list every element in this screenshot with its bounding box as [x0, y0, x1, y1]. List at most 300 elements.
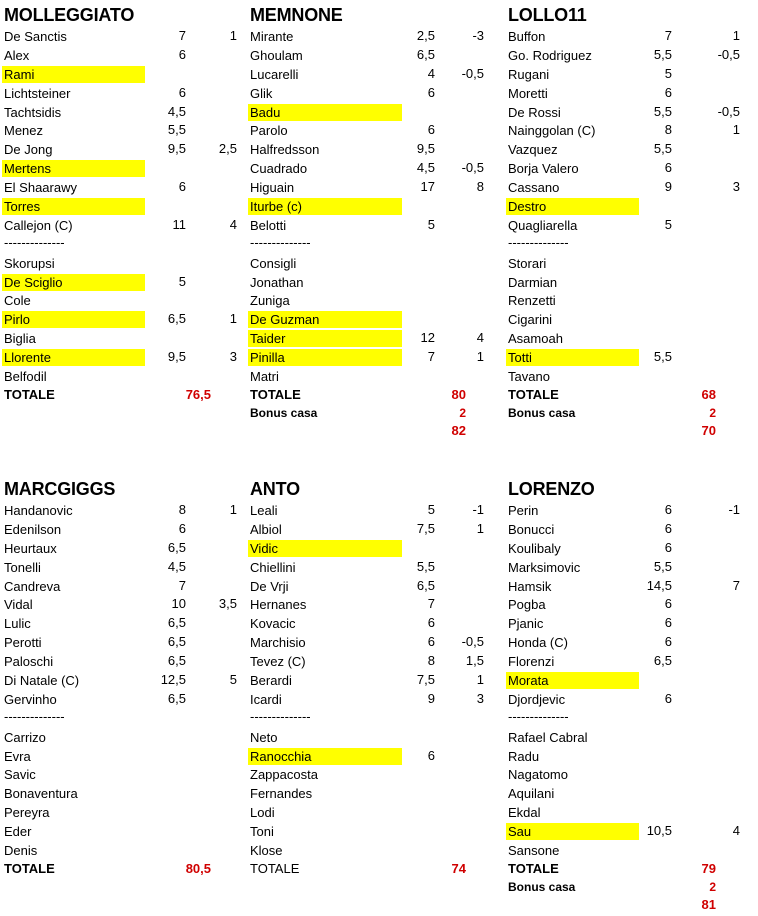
player-vote: 5,5 — [416, 558, 435, 574]
player-bonus: 1 — [732, 28, 740, 43]
player-name: Matri — [250, 369, 279, 385]
bench-separator: -------------- — [4, 708, 65, 724]
player-row — [4, 765, 254, 784]
player-bonus: 4 — [476, 330, 484, 346]
total-row — [508, 386, 758, 404]
player-vote: 6,5 — [167, 539, 186, 555]
player-bonus: 3 — [732, 179, 740, 195]
player-vote: 5,5 — [653, 103, 672, 119]
player-vote: 5 — [664, 216, 672, 232]
player-name: Marksimovic — [508, 559, 581, 575]
player-row — [250, 329, 500, 348]
player-row — [4, 367, 254, 386]
player-row — [250, 367, 500, 386]
player-name: Ranocchia — [248, 748, 402, 765]
player-name: Llorente — [2, 349, 145, 366]
player-row — [508, 803, 758, 822]
team-name: MARCGIGGS — [4, 479, 116, 499]
player-vote: 7 — [427, 596, 435, 612]
player-vote: 7 — [664, 28, 672, 43]
player-name: Tachtsidis — [4, 104, 62, 120]
player-name: Cigarini — [508, 312, 553, 328]
player-vote: 6 — [427, 84, 435, 100]
player-row — [250, 690, 500, 709]
player-name: Hernanes — [250, 597, 307, 613]
player-row — [508, 216, 758, 235]
player-row — [508, 747, 758, 766]
player-vote: 8 — [427, 653, 435, 669]
player-name: De Sanctis — [4, 29, 67, 44]
player-name: Nainggolan (C) — [508, 123, 596, 139]
player-row — [250, 46, 500, 65]
player-row — [250, 254, 500, 273]
player-name: Morata — [506, 672, 639, 689]
total-label: TOTALE — [4, 386, 55, 402]
team-name: MOLLEGGIATO — [4, 5, 135, 25]
player-row — [4, 140, 254, 159]
player-row — [4, 671, 254, 690]
player-name: Handanovic — [4, 503, 73, 518]
player-row — [508, 595, 758, 614]
player-row — [250, 747, 500, 766]
player-bonus: 7 — [732, 577, 740, 593]
player-vote: 5 — [178, 273, 186, 289]
player-row — [4, 46, 254, 65]
player-name: Totti — [506, 349, 639, 366]
player-vote: 6,5 — [167, 690, 186, 706]
player-name: Lulic — [4, 616, 31, 632]
player-row — [4, 501, 254, 520]
player-vote: 5,5 — [167, 122, 186, 138]
player-name: Pirlo — [2, 311, 145, 328]
player-row — [250, 121, 500, 140]
player-row — [250, 216, 500, 235]
player-name: Leali — [250, 503, 278, 518]
player-name: Di Natale (C) — [4, 673, 80, 689]
total-value: 76,5 — [185, 386, 211, 402]
player-row — [4, 728, 254, 747]
player-name: Perin — [508, 503, 539, 518]
player-bonus: 8 — [476, 179, 484, 195]
player-vote: 6,5 — [167, 634, 186, 650]
player-row — [508, 577, 758, 596]
team-block — [508, 477, 758, 914]
player-name: Pogba — [508, 597, 546, 613]
player-vote: 6,5 — [167, 311, 186, 327]
player-vote: 9,5 — [167, 141, 186, 157]
player-vote: 12 — [420, 330, 435, 346]
player-name: Biglia — [4, 331, 36, 347]
player-name: Lichtsteiner — [4, 85, 71, 101]
player-name: Taider — [248, 330, 402, 347]
player-name: Storari — [508, 255, 547, 271]
player-name: Gervinho — [4, 691, 57, 707]
grand-total-value: 82 — [451, 422, 466, 438]
team-block — [250, 477, 500, 878]
player-name: Klose — [250, 843, 283, 859]
player-name: Neto — [250, 729, 278, 745]
player-name: Fernandes — [250, 786, 313, 802]
player-row — [4, 197, 254, 216]
player-vote: 5 — [664, 65, 672, 81]
total-value: 74 — [451, 860, 466, 876]
player-row — [4, 614, 254, 633]
total-label: TOTALE — [4, 860, 55, 876]
player-vote: 6 — [664, 690, 672, 706]
player-vote: 7,5 — [416, 520, 435, 536]
player-row — [4, 310, 254, 329]
player-row — [508, 501, 758, 520]
player-name: Edenilson — [4, 521, 62, 537]
team-name: LOLLO11 — [508, 5, 587, 25]
team-block — [250, 3, 500, 440]
player-bonus: 1 — [476, 349, 484, 365]
player-vote: 6,5 — [167, 615, 186, 631]
player-row — [508, 291, 758, 310]
player-row — [508, 633, 758, 652]
total-label: TOTALE — [250, 386, 301, 402]
player-row — [4, 273, 254, 292]
total-row — [4, 386, 254, 404]
total-label: TOTALE — [250, 860, 300, 876]
player-name: Menez — [4, 123, 44, 139]
player-bonus: 1 — [229, 28, 237, 43]
player-row — [508, 520, 758, 539]
player-row — [508, 310, 758, 329]
player-name: Heurtaux — [4, 540, 57, 556]
bench-separator: -------------- — [508, 708, 569, 724]
player-vote: 6 — [664, 615, 672, 631]
player-row — [250, 103, 500, 122]
player-vote: 6,5 — [416, 46, 435, 62]
player-name: Tavano — [508, 369, 550, 385]
player-row — [250, 539, 500, 558]
player-vote: 6,5 — [416, 577, 435, 593]
team-name: LORENZO — [508, 479, 595, 499]
player-row — [508, 159, 758, 178]
bonus-casa-value: 2 — [709, 879, 716, 894]
player-bonus: -0,5 — [461, 160, 484, 176]
player-name: Ekdal — [508, 805, 541, 821]
player-bonus: -1 — [728, 502, 740, 517]
player-name: Tonelli — [4, 559, 41, 575]
player-name: Pinilla — [248, 349, 402, 366]
player-vote: 10,5 — [646, 823, 672, 839]
player-name: El Shaarawy — [4, 180, 77, 196]
player-name: Marchisio — [250, 635, 306, 651]
player-row — [508, 671, 758, 690]
bench-separator: -------------- — [4, 234, 65, 250]
player-vote: 4 — [427, 65, 435, 81]
player-row — [508, 558, 758, 577]
player-row — [4, 84, 254, 103]
player-name: Darmian — [508, 274, 558, 290]
player-vote: 6 — [664, 520, 672, 536]
player-row — [4, 329, 254, 348]
player-name: Cassano — [508, 180, 560, 196]
player-name: Denis — [4, 843, 38, 859]
player-name: Halfredsson — [250, 142, 320, 158]
player-name: Skorupsi — [4, 255, 55, 271]
player-vote: 6,5 — [653, 653, 672, 669]
player-name: Higuain — [250, 180, 295, 196]
player-name: Perotti — [4, 635, 42, 651]
bonus-casa-row — [250, 404, 500, 422]
total-row — [250, 860, 500, 878]
player-row — [508, 348, 758, 367]
total-row — [508, 860, 758, 878]
player-row — [4, 27, 254, 46]
player-row — [4, 595, 254, 614]
player-row — [250, 558, 500, 577]
player-bonus: -0,5 — [461, 634, 484, 650]
player-bonus: 1 — [732, 122, 740, 138]
player-name: Albiol — [250, 521, 282, 537]
player-name: Go. Rodriguez — [508, 47, 592, 63]
player-name: Callejon (C) — [4, 217, 73, 233]
player-vote: 9 — [664, 179, 672, 195]
player-name: Zappacosta — [250, 767, 318, 783]
player-name: Rugani — [508, 66, 550, 82]
player-row — [508, 614, 758, 633]
player-name: Vazquez — [508, 142, 558, 158]
player-row — [250, 178, 500, 197]
player-name: Paloschi — [4, 654, 54, 670]
player-name: Icardi — [250, 691, 282, 707]
bench-separator: -------------- — [250, 708, 311, 724]
player-row — [250, 614, 500, 633]
player-name: Torres — [2, 198, 145, 215]
player-row — [250, 291, 500, 310]
player-row — [4, 747, 254, 766]
player-name: Badu — [248, 104, 402, 121]
player-vote: 6 — [427, 634, 435, 650]
player-row — [250, 84, 500, 103]
player-name: Aquilani — [508, 786, 555, 802]
player-vote: 7,5 — [416, 672, 435, 688]
player-bonus: 1,5 — [465, 653, 484, 669]
player-row — [250, 784, 500, 803]
player-vote: 9,5 — [167, 349, 186, 365]
bonus-casa-label: Bonus casa — [508, 405, 576, 420]
player-name: Destro — [506, 198, 639, 215]
player-row — [250, 197, 500, 216]
player-vote: 9 — [427, 690, 435, 706]
player-name: Sansone — [508, 843, 560, 859]
player-vote: 6 — [427, 615, 435, 631]
player-vote: 8 — [664, 122, 672, 138]
total-value: 80,5 — [185, 860, 211, 876]
player-vote: 6 — [664, 84, 672, 100]
player-row — [4, 254, 254, 273]
player-row — [508, 329, 758, 348]
player-row — [508, 273, 758, 292]
player-name: Florenzi — [508, 654, 555, 670]
player-row — [250, 577, 500, 596]
player-row — [4, 291, 254, 310]
player-row — [250, 595, 500, 614]
player-vote: 6 — [664, 502, 672, 517]
player-row — [508, 140, 758, 159]
team-block — [4, 3, 254, 404]
player-row — [508, 765, 758, 784]
player-row — [4, 103, 254, 122]
player-row — [508, 784, 758, 803]
player-name: Lodi — [250, 805, 275, 821]
total-row — [4, 860, 254, 878]
player-name: Bonaventura — [4, 786, 78, 802]
player-name: Borja Valero — [508, 161, 579, 177]
player-vote: 4,5 — [167, 103, 186, 119]
player-name: Lucarelli — [250, 66, 299, 82]
player-vote: 6 — [178, 84, 186, 100]
player-name: De Guzman — [248, 311, 402, 328]
player-vote: 4,5 — [167, 558, 186, 574]
player-row — [4, 159, 254, 178]
player-name: Jonathan — [250, 274, 304, 290]
player-vote: 2,5 — [416, 28, 435, 43]
player-row — [250, 765, 500, 784]
player-row — [508, 103, 758, 122]
player-row — [508, 121, 758, 140]
player-name: Bonucci — [508, 521, 555, 537]
player-name: Zuniga — [250, 293, 290, 309]
player-row — [508, 254, 758, 273]
grand-total-value: 70 — [701, 422, 716, 438]
player-name: Hamsik — [508, 578, 552, 594]
player-vote: 9,5 — [416, 141, 435, 157]
grand-total-value: 81 — [701, 896, 716, 912]
player-row — [508, 539, 758, 558]
player-vote: 6 — [664, 634, 672, 650]
player-vote: 5 — [427, 502, 435, 517]
player-row — [250, 822, 500, 841]
player-name: Quagliarella — [508, 217, 578, 233]
player-name: Ghoulam — [250, 47, 303, 63]
player-bonus: 1 — [229, 311, 237, 327]
player-vote: 14,5 — [646, 577, 672, 593]
player-row — [250, 159, 500, 178]
player-row — [250, 728, 500, 747]
player-name: Nagatomo — [508, 767, 568, 783]
player-row — [4, 539, 254, 558]
player-row — [508, 46, 758, 65]
player-row — [4, 121, 254, 140]
player-name: Belfodil — [4, 369, 47, 385]
player-bonus: 3,5 — [218, 596, 237, 612]
player-name: Carrizo — [4, 729, 46, 745]
player-vote: 11 — [172, 216, 186, 232]
player-vote: 6 — [178, 520, 186, 536]
player-name: Pereyra — [4, 805, 50, 821]
total-label: TOTALE — [508, 386, 559, 402]
player-row — [250, 310, 500, 329]
player-row — [508, 652, 758, 671]
player-name: De Vrji — [250, 578, 289, 594]
player-name: Toni — [250, 824, 274, 840]
player-name: Eder — [4, 824, 32, 840]
total-value: 80 — [451, 386, 466, 402]
player-vote: 5 — [427, 216, 435, 232]
player-row — [250, 633, 500, 652]
team-name: MEMNONE — [250, 5, 343, 25]
player-row — [508, 65, 758, 84]
player-name: Djordjevic — [508, 691, 566, 707]
player-vote: 4,5 — [416, 160, 435, 176]
bonus-casa-label: Bonus casa — [250, 405, 318, 420]
player-row — [250, 65, 500, 84]
grand-total-row — [250, 422, 500, 440]
player-row — [508, 84, 758, 103]
player-name: Belotti — [250, 217, 287, 233]
player-row — [508, 841, 758, 860]
player-vote: 6 — [664, 539, 672, 555]
total-label: TOTALE — [508, 860, 559, 876]
player-row — [4, 690, 254, 709]
player-row — [4, 520, 254, 539]
player-name: Asamoah — [508, 331, 563, 347]
player-name: Radu — [508, 748, 540, 764]
player-row — [250, 27, 500, 46]
grand-total-row — [508, 896, 758, 914]
player-name: Evra — [4, 748, 31, 764]
player-name: Vidal — [4, 597, 33, 613]
player-name: Alex — [4, 47, 30, 63]
player-bonus: 3 — [476, 690, 484, 706]
player-vote: 7 — [178, 577, 186, 593]
player-row — [508, 178, 758, 197]
player-bonus: -0,5 — [717, 103, 740, 119]
team-block — [4, 477, 254, 878]
player-row — [508, 27, 758, 46]
player-vote: 7 — [178, 28, 186, 43]
player-vote: 6 — [664, 160, 672, 176]
player-row — [4, 803, 254, 822]
player-row — [250, 348, 500, 367]
player-row — [4, 652, 254, 671]
player-row — [250, 273, 500, 292]
player-vote: 5,5 — [653, 46, 672, 62]
player-vote: 5,5 — [653, 558, 672, 574]
player-bonus: 1 — [229, 502, 237, 517]
player-row — [508, 728, 758, 747]
player-vote: 10 — [171, 596, 186, 612]
player-row — [4, 216, 254, 235]
player-name: Cuadrado — [250, 161, 308, 177]
player-vote: 6 — [664, 596, 672, 612]
player-name: Cole — [4, 293, 31, 309]
player-vote: 6,5 — [167, 653, 186, 669]
player-name: De Jong — [4, 142, 53, 158]
player-name: Vidic — [248, 540, 402, 557]
player-row — [4, 65, 254, 84]
player-bonus: 2,5 — [218, 141, 237, 157]
player-name: Rafael Cabral — [508, 729, 588, 745]
player-row — [4, 822, 254, 841]
player-name: Koulibaly — [508, 540, 561, 556]
total-value: 68 — [701, 386, 716, 402]
player-row — [508, 690, 758, 709]
player-bonus: 4 — [732, 823, 740, 839]
bench-separator: -------------- — [508, 234, 569, 250]
player-vote: 5,5 — [653, 141, 672, 157]
player-bonus: -0,5 — [461, 65, 484, 81]
player-bonus: -1 — [472, 502, 484, 517]
player-name: Sau — [506, 823, 639, 840]
player-row — [250, 671, 500, 690]
player-vote: 17 — [420, 179, 435, 195]
total-value: 79 — [701, 860, 716, 876]
